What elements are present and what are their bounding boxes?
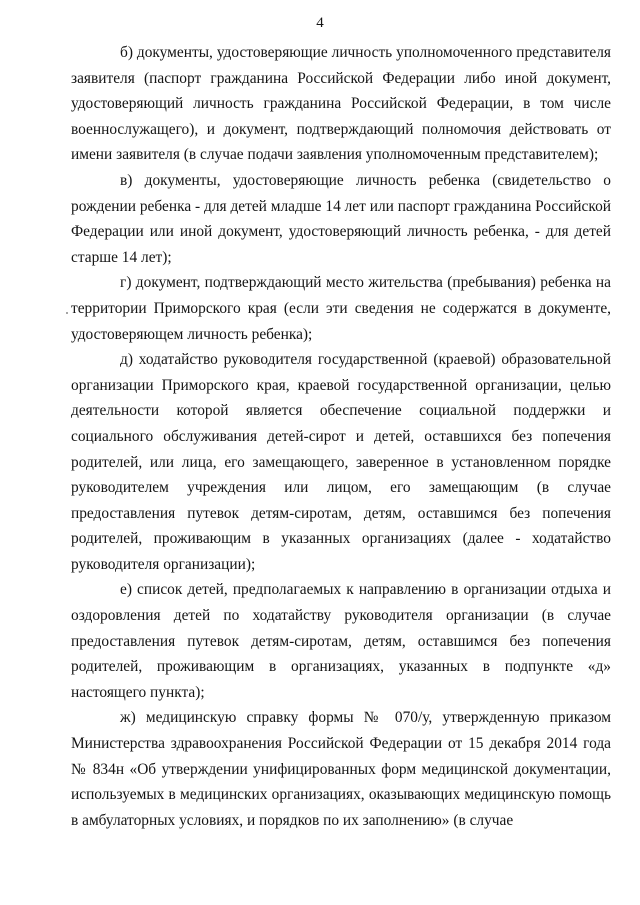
paragraph-b: б) документы, удостоверяющие личность уполномоченного представителя заявителя (паспорт гражданина Российской Федерации либо иной документ, удостоверяющий личность гражданина Российской Федерации, в том числе военнослужащего), и документ, подтверждающий полномочия действовать от имени заявителя (в случае подачи заявления уполномоченным представителем); — [71, 44, 611, 164]
page-number: 4 — [316, 15, 324, 31]
paragraph-d: д) ходатайство руководителя государственной (краевой) образовательной организации Приморского края, краевой государственной организации, целью деятельности которой является обеспечение социальной поддержки и социального обслуживания детей-сирот и детей, оставшихся без попечения родителей, или лица, его замещающего, заверенное в установленном порядке руководителем учреждения или лицом, его замещающим (в случае предоставления путевок детям-сиротам, детям, оставшимся без попечения родителей, проживающим в указанных организациях (далее - ходатайство руководителя организации); — [71, 351, 611, 573]
document-body — [71, 40, 611, 833]
paragraph-zh: ж) медицинскую справку формы № 070/у, утвержденную приказом Министерства здравоохранения Российской Федерации от 15 декабря 2014 года № 834н «Об утверждении унифицированных форм медицинской документации, используемых в медицинских организациях, оказывающих медицинскую помощь в амбулаторных условиях, и порядков по их заполнению» (в случае — [71, 709, 611, 829]
paragraph-v: в) документы, удостоверяющие личность ребенка (свидетельство о рождении ребенка - для детей младше 14 лет или паспорт гражданина Российской Федерации или иной документ, удостоверяющий личность ребенка, - для детей старше 14 лет); — [71, 171, 611, 266]
paragraph-g: г) документ, подтверждающий место жительства (пребывания) ребенка на территории Приморского края (если эти сведения не содержатся в документе, удостоверяющем личность ребенка); — [71, 274, 611, 343]
margin-mark — [66, 312, 68, 314]
paragraph-e: е) список детей, предполагаемых к направлению в организации отдыха и оздоровления детей по ходатайству руководителя организации (в случае предоставления путевок детям-сиротам, детям, оставшимся без попечения родителей, проживающим в организациях, указанных в подпункте «д» настоящего пункта); — [71, 581, 611, 701]
